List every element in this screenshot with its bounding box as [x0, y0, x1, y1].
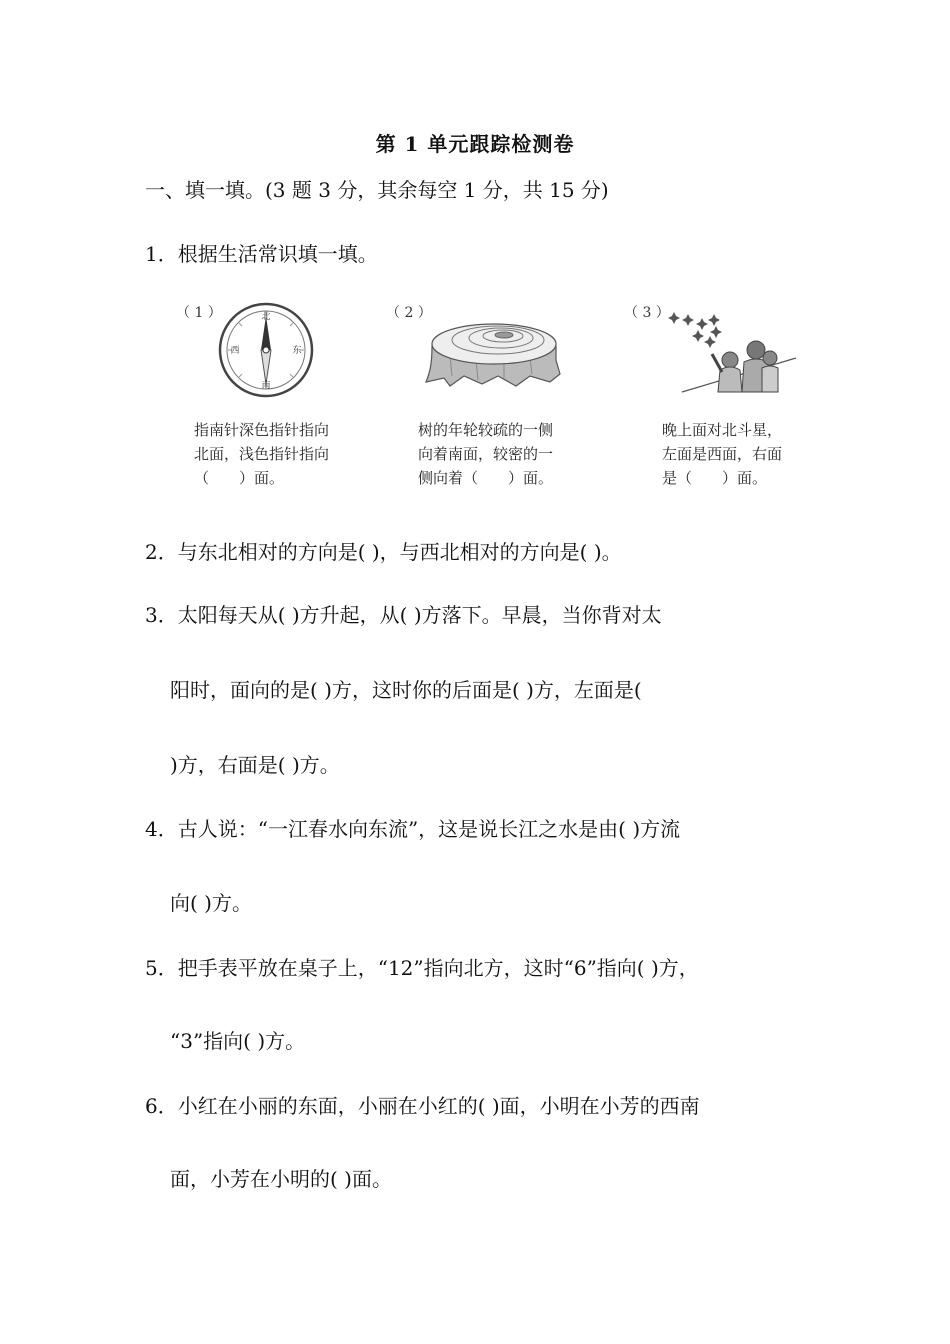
caption-line: （ ）面。 [194, 469, 285, 487]
compass-north-text: 北 [261, 312, 271, 322]
question-3-line-3: )方，右面是( )方。 [170, 753, 340, 777]
question-2: 2．与东北相对的方向是( )，与西北相对的方向是( )。 [145, 540, 622, 564]
page-title: 第 1 单元跟踪检测卷 [375, 132, 575, 156]
question-3-line-1: 3．太阳每天从( )方升起，从( )方落下。早晨，当你背对太 [145, 603, 662, 627]
tree-stump-figure [420, 312, 570, 392]
caption-line: 左面是西面，右面 [662, 445, 783, 463]
compass-west-text: 西 [230, 346, 240, 356]
stargazing-figure [664, 306, 804, 398]
figure-2-caption [418, 418, 553, 490]
figure-2-label: （ 2 ） [386, 305, 432, 321]
section-heading: 一、填一填。(3 题 3 分，其余每空 1 分，共 15 分) [145, 178, 609, 202]
caption-line: 侧向着（ ）面。 [418, 469, 554, 487]
question-4-line-1: 4．古人说：“一江春水向东流”，这是说长江之水是由( )方流 [145, 817, 681, 841]
question-3-line-2: 阳时，面向的是( )方，这时你的后面是( )方，左面是( [170, 678, 642, 702]
question-1: 1．根据生活常识填一填。 [145, 242, 378, 266]
caption-line: 北面，浅色指针指向 [194, 445, 330, 463]
caption-line: 树的年轮较疏的一侧 [418, 421, 554, 439]
caption-line: 是（ ）面。 [662, 469, 768, 487]
compass-south-text: 南 [261, 381, 271, 391]
question-6-line-1: 6．小红在小丽的东面，小丽在小红的( )面，小明在小芳的西南 [145, 1094, 700, 1118]
figure-1-label: （ 1 ） [176, 305, 222, 321]
figure-3-label: （ 3 ） [624, 305, 670, 321]
question-6-line-2: 面，小芳在小明的( )面。 [170, 1167, 392, 1191]
question-5-line-1: 5．把手表平放在桌子上，“12”指向北方，这时“6”指向( )方， [145, 956, 699, 980]
figure-3-caption [662, 418, 782, 490]
compass-figure [218, 302, 314, 398]
figure-1-caption [194, 418, 329, 490]
caption-line: 晚上面对北斗星， [662, 421, 783, 439]
question-4-line-2: 向( )方。 [170, 891, 252, 915]
caption-line: 向着南面，较密的一 [418, 445, 554, 463]
compass-east-text: 东 [292, 346, 302, 356]
caption-line: 指南针深色指针指向 [194, 421, 330, 439]
question-5-line-2: “3”指向( )方。 [170, 1029, 306, 1053]
